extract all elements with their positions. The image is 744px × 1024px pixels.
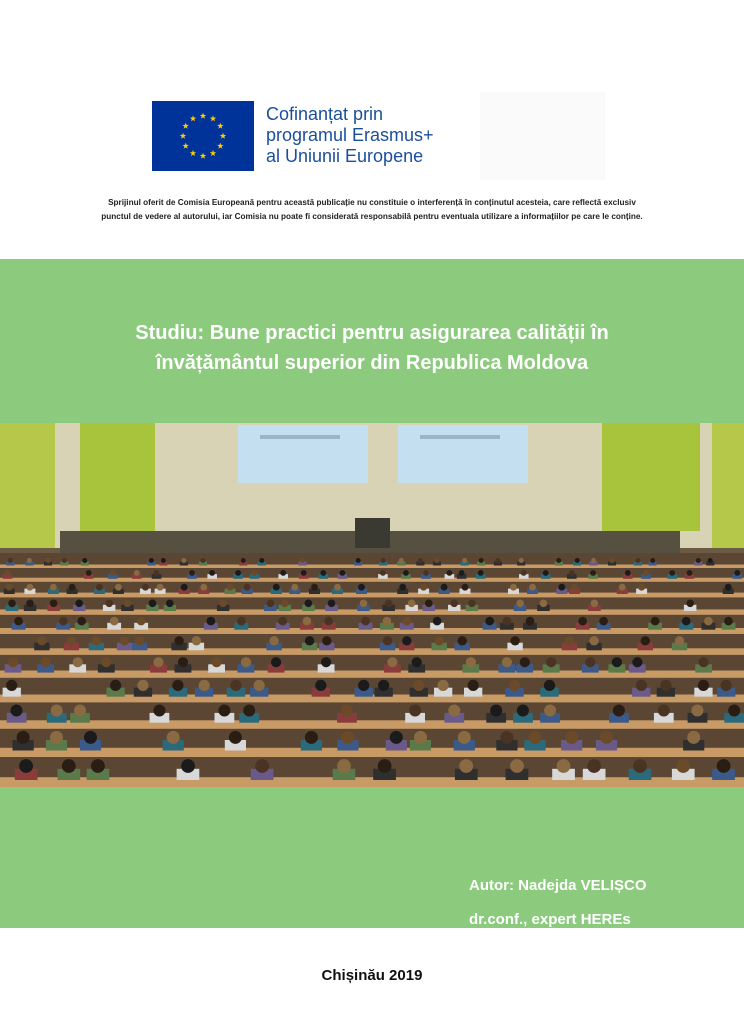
- student-head: [218, 705, 230, 717]
- student-head: [636, 680, 647, 691]
- student-head: [267, 600, 275, 608]
- disclaimer-line: punctul de vedere al autorului, iar Comisia nu poate fi considerată responsabilă pentru eventuala utilizare a informațiilor pe care le conține.: [101, 212, 643, 221]
- student-head: [110, 680, 121, 691]
- student-head: [638, 584, 645, 591]
- student-head: [423, 570, 429, 576]
- student-head: [558, 584, 565, 591]
- student-head: [161, 558, 166, 563]
- student-head: [209, 570, 215, 576]
- student-head: [658, 705, 670, 717]
- student-head: [434, 558, 439, 563]
- student-head: [669, 570, 675, 576]
- student-head: [92, 636, 101, 645]
- student-head: [110, 617, 119, 626]
- student-head: [529, 731, 542, 744]
- student-head: [610, 558, 615, 563]
- student-head: [500, 731, 513, 744]
- student-head: [26, 600, 34, 608]
- student-head: [390, 731, 403, 744]
- student-head: [403, 570, 409, 576]
- student-head: [5, 570, 11, 576]
- student-head: [557, 759, 571, 773]
- funding-line: al Uniunii Europene: [266, 146, 424, 166]
- student-head: [650, 558, 655, 563]
- student-head: [540, 600, 548, 608]
- student-head: [157, 584, 164, 591]
- student-head: [303, 617, 312, 626]
- student-head: [724, 617, 733, 626]
- student-head: [696, 558, 701, 563]
- student-head: [280, 570, 286, 576]
- student-head: [229, 731, 242, 744]
- student-head: [320, 570, 326, 576]
- student-head: [600, 731, 613, 744]
- student-head: [589, 636, 598, 645]
- student-head: [110, 570, 116, 576]
- student-head: [526, 617, 535, 626]
- student-head: [243, 705, 255, 717]
- student-head: [305, 731, 318, 744]
- student-head: [207, 617, 216, 626]
- student-head: [448, 705, 460, 717]
- student-head: [725, 584, 732, 591]
- student-head: [311, 584, 318, 591]
- student-head: [409, 705, 421, 717]
- student-head: [509, 680, 520, 691]
- student-head: [199, 680, 210, 691]
- student-head: [142, 584, 149, 591]
- student-head: [447, 570, 453, 576]
- student-head: [383, 617, 392, 626]
- student-head: [73, 657, 83, 667]
- student-head: [82, 558, 87, 563]
- student-head: [399, 558, 404, 563]
- student-head: [546, 657, 556, 667]
- student-head: [17, 731, 30, 744]
- student-head: [479, 558, 484, 563]
- student-head: [328, 600, 336, 608]
- student-head: [135, 636, 144, 645]
- student-head: [462, 558, 467, 563]
- student-head: [241, 558, 246, 563]
- student-head: [50, 584, 57, 591]
- student-head: [510, 584, 517, 591]
- student-head: [27, 584, 34, 591]
- student-head: [273, 584, 280, 591]
- student-head: [315, 680, 326, 691]
- funding-line: programul Erasmus+: [266, 125, 434, 145]
- student-head: [682, 617, 691, 626]
- student-head: [414, 731, 427, 744]
- student-head: [571, 584, 578, 591]
- student-head: [153, 705, 165, 717]
- student-head: [77, 617, 86, 626]
- student-head: [149, 600, 157, 608]
- student-head: [241, 657, 251, 667]
- student-head: [361, 617, 370, 626]
- student-head: [96, 584, 103, 591]
- student-head: [50, 731, 63, 744]
- student-head: [281, 600, 289, 608]
- student-head: [619, 584, 626, 591]
- student-head: [468, 680, 479, 691]
- student-head: [556, 558, 561, 563]
- student-head: [458, 636, 467, 645]
- student-head: [137, 680, 148, 691]
- student-head: [587, 759, 601, 773]
- student-head: [717, 759, 731, 773]
- student-head: [69, 584, 76, 591]
- student-head: [383, 636, 392, 645]
- student-head: [244, 584, 251, 591]
- student-head: [360, 600, 368, 608]
- student-head: [201, 558, 206, 563]
- student-head: [378, 680, 389, 691]
- student-head: [27, 558, 32, 563]
- student-head: [612, 657, 622, 667]
- student-head: [516, 600, 524, 608]
- student-head: [62, 558, 67, 563]
- student-head: [153, 657, 163, 667]
- student-head: [510, 759, 524, 773]
- student-head: [686, 600, 694, 608]
- student-head: [259, 558, 264, 563]
- student-head: [8, 600, 16, 608]
- student-head: [321, 657, 331, 667]
- student-head: [8, 657, 18, 667]
- student-head: [269, 636, 278, 645]
- student-head: [178, 657, 188, 667]
- student-head: [708, 558, 713, 563]
- student-head: [687, 731, 700, 744]
- student-head: [305, 600, 313, 608]
- student-head: [11, 705, 23, 717]
- desk-row: [0, 648, 744, 655]
- disclaimer: [20, 196, 724, 224]
- student-head: [305, 636, 314, 645]
- student-head: [399, 584, 406, 591]
- document-title: [20, 318, 724, 378]
- student-head: [46, 558, 51, 563]
- student-head: [569, 570, 575, 576]
- student-head: [37, 636, 46, 645]
- student-head: [520, 657, 530, 667]
- student-head: [212, 657, 222, 667]
- student-head: [544, 705, 556, 717]
- student-head: [490, 705, 502, 717]
- faint-logo-area: [480, 92, 605, 180]
- student-head: [521, 570, 527, 576]
- student-head: [235, 570, 241, 576]
- student-head: [438, 680, 449, 691]
- eu-flag-icon: [152, 101, 254, 171]
- student-head: [676, 759, 690, 773]
- student-head: [462, 584, 469, 591]
- desk-row: [0, 593, 744, 598]
- student-head: [529, 584, 536, 591]
- student-head: [137, 617, 146, 626]
- desk-row: [0, 720, 744, 729]
- student-head: [687, 570, 693, 576]
- student-head: [641, 636, 650, 645]
- student-head: [502, 657, 512, 667]
- student-head: [420, 584, 427, 591]
- student-head: [402, 617, 411, 626]
- student-head: [134, 570, 140, 576]
- student-head: [237, 617, 246, 626]
- student-head: [613, 705, 625, 717]
- student-head: [728, 705, 740, 717]
- student-head: [254, 680, 265, 691]
- student-head: [75, 600, 83, 608]
- student-head: [356, 558, 361, 563]
- student-head: [459, 759, 473, 773]
- lecture-hall-photo: [0, 423, 744, 787]
- student-head: [91, 759, 105, 773]
- student-head: [200, 584, 207, 591]
- funding-statement: [266, 104, 481, 167]
- student-head: [181, 558, 186, 563]
- student-head: [591, 558, 596, 563]
- student-head: [643, 570, 649, 576]
- student-head: [378, 759, 392, 773]
- student-head: [698, 680, 709, 691]
- student-head: [632, 657, 642, 667]
- student-head: [544, 680, 555, 691]
- title-line: învățământul superior din Republica Moldova: [155, 352, 589, 374]
- student-head: [412, 657, 422, 667]
- student-head: [167, 731, 180, 744]
- student-head: [301, 570, 307, 576]
- student-head: [517, 705, 529, 717]
- student-head: [300, 558, 305, 563]
- student-head: [503, 617, 512, 626]
- student-head: [578, 617, 587, 626]
- student-head: [441, 584, 448, 591]
- student-head: [704, 617, 713, 626]
- student-head: [230, 680, 241, 691]
- student-head: [478, 570, 484, 576]
- student-head: [124, 600, 132, 608]
- student-head: [8, 558, 13, 563]
- student-head: [6, 680, 17, 691]
- student-head: [485, 617, 494, 626]
- student-head: [721, 680, 732, 691]
- student-head: [565, 636, 574, 645]
- student-head: [625, 570, 631, 576]
- student-head: [101, 657, 111, 667]
- student-head: [635, 558, 640, 563]
- student-head: [450, 600, 458, 608]
- student-head: [6, 584, 13, 591]
- student-head: [154, 570, 160, 576]
- student-head: [408, 600, 416, 608]
- student-head: [380, 570, 386, 576]
- student-head: [41, 657, 51, 667]
- desk-row: [0, 748, 744, 757]
- student-head: [510, 636, 519, 645]
- student-head: [115, 584, 122, 591]
- desk-row: [0, 565, 744, 569]
- student-head: [59, 617, 68, 626]
- student-head: [599, 617, 608, 626]
- student-head: [466, 657, 476, 667]
- student-head: [699, 657, 709, 667]
- student-head: [358, 680, 369, 691]
- student-head: [519, 558, 524, 563]
- student-head: [591, 600, 599, 608]
- student-head: [413, 680, 424, 691]
- student-head: [322, 636, 331, 645]
- student-head: [172, 680, 183, 691]
- student-head: [105, 600, 113, 608]
- student-head: [84, 731, 97, 744]
- student-head: [291, 584, 298, 591]
- student-head: [255, 759, 269, 773]
- author-credentials: dr.conf., expert HEREs: [469, 911, 631, 928]
- student-head: [565, 731, 578, 744]
- student-head: [543, 570, 549, 576]
- student-head: [734, 570, 740, 576]
- student-head: [691, 705, 703, 717]
- student-head: [74, 705, 86, 717]
- student-head: [120, 636, 129, 645]
- student-head: [341, 731, 354, 744]
- student-head: [334, 584, 341, 591]
- student-head: [402, 636, 411, 645]
- student-head: [192, 636, 201, 645]
- author-name: Autor: Nadejda VELIȘCO: [469, 877, 647, 894]
- author-block: [469, 869, 647, 937]
- student-head: [149, 558, 154, 563]
- student-head: [278, 617, 287, 626]
- student-head: [174, 636, 183, 645]
- student-head: [337, 759, 351, 773]
- student-head: [50, 600, 58, 608]
- student-head: [651, 617, 660, 626]
- student-head: [433, 617, 442, 626]
- student-head: [252, 570, 258, 576]
- student-head: [340, 570, 346, 576]
- student-head: [62, 759, 76, 773]
- student-head: [434, 636, 443, 645]
- student-head: [341, 705, 353, 717]
- student-head: [675, 636, 684, 645]
- student-head: [418, 558, 423, 563]
- student-head: [633, 759, 647, 773]
- student-head: [385, 600, 393, 608]
- student-head: [14, 617, 23, 626]
- title-line: Studiu: Bune practici pentru asigurarea calității în: [135, 322, 609, 344]
- student-head: [425, 600, 433, 608]
- student-head: [358, 584, 365, 591]
- student-head: [459, 570, 465, 576]
- student-head: [219, 600, 227, 608]
- student-head: [468, 600, 476, 608]
- student-head: [227, 584, 234, 591]
- funding-line: Cofinanțat prin: [266, 104, 384, 124]
- student-head: [495, 558, 500, 563]
- student-head: [590, 570, 596, 576]
- student-head: [86, 570, 92, 576]
- student-head: [51, 705, 63, 717]
- student-head: [271, 657, 281, 667]
- student-head: [166, 600, 174, 608]
- place-year: Chișinău 2019: [321, 967, 423, 984]
- student-head: [387, 657, 397, 667]
- student-head: [381, 558, 386, 563]
- student-head: [660, 680, 671, 691]
- student-head: [458, 731, 471, 744]
- student-head: [324, 617, 333, 626]
- student-head: [585, 657, 595, 667]
- student-head: [19, 759, 33, 773]
- student-head: [181, 584, 188, 591]
- disclaimer-line: Sprijinul oferit de Comisia Europeană pentru această publicație nu constituie o interferență în conținutul acesteia, care reflectă exclusiv: [108, 198, 636, 207]
- student-head: [181, 759, 195, 773]
- student-head: [189, 570, 195, 576]
- student-head: [67, 636, 76, 645]
- student-head: [575, 558, 580, 563]
